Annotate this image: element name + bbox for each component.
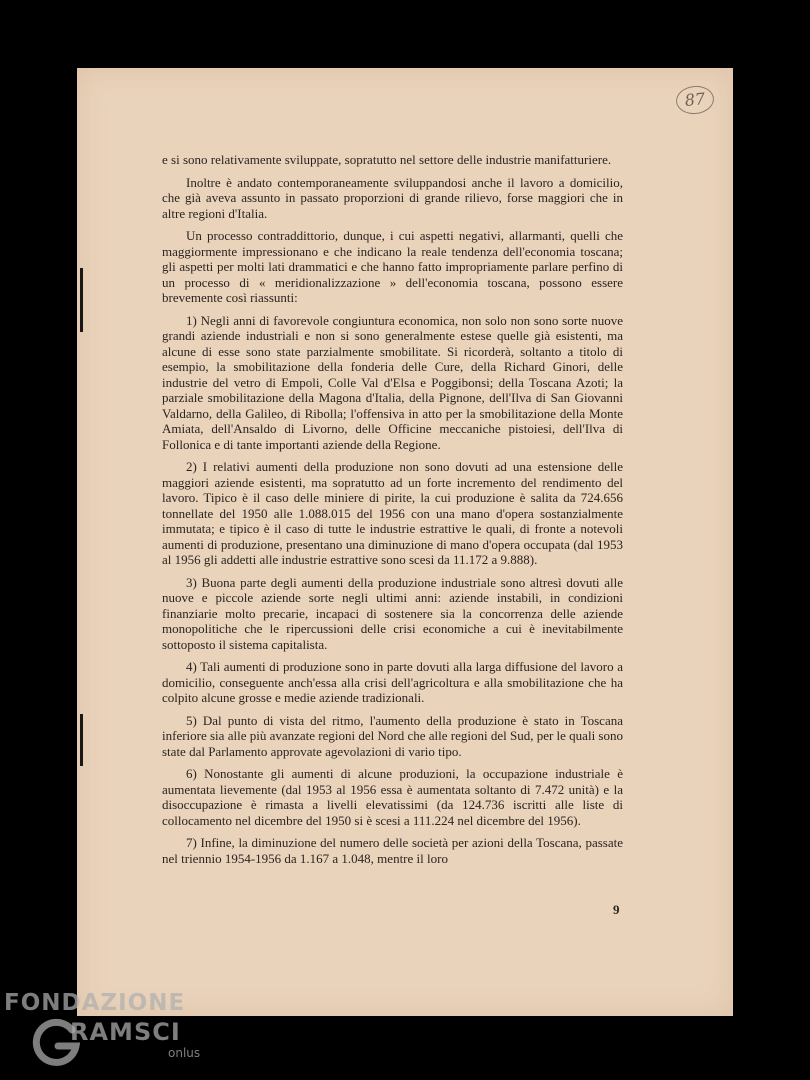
- watermark-suffix: onlus: [168, 1046, 201, 1060]
- paragraph-processo: Un processo contraddittorio, dunque, i cui aspetti negativi, allarmanti, quelli che maggiormente impressionano e che indicano la reale tendenza dell'economia toscana; gli aspetti per molti lati drammatici e che hanno fatto impropriamente parlare perfino di un processo di « meridionalizzazione » dell'economia toscana, possono essere brevemente così riassunti:: [162, 228, 623, 305]
- paragraph-point-7: 7) Infine, la diminuzione del numero delle società per azioni della Toscana, passate nel triennio 1954-1956 da 1.167 a 1.048, mentre il loro: [162, 835, 623, 866]
- paragraph-point-1: 1) Negli anni di favorevole congiuntura economica, non solo non sono sorte nuove grandi aziende industriali e non si sono generalmente estese quelle già esistenti, ma alcune di esse sono state parzialmente smobilitate. Si ricorderà, soltanto a titolo di esempio, la smobilitazione della fonderia delle Cure, della Richard Ginori, delle industrie del vetro di Empoli, Colle Val d'Elsa e Poggibonsi; della Toscana Azoti; la parziale smobilitazione della Magona d'Italia, della Pignone, dell'Ilva di San Giovanni Valdarno, della Galileo, di Ribolla; l'offensiva in atto per la smobilitazione della Monte Amiata, dell'Ansaldo di Livorno, delle Officine meccaniche pistoiesi, dell'Ilva di Follonica e di tante importanti aziende della Regione.: [162, 312, 623, 452]
- watermark-line-1: FONDAZIONE: [4, 990, 186, 1016]
- paragraph-point-5: 5) Dal punto di vista del ritmo, l'aumento della produzione è stato in Toscana inferiore sia alle più avanzate regioni del Nord che alle regioni del Sud, per le quali sono state dal Parlamento approvate agevolazioni di vario tipo.: [162, 712, 623, 759]
- paragraph-point-3: 3) Buona parte degli aumenti della produzione industriale sono altresì dovuti alle nuove e piccole aziende sorte negli ultimi anni: aziende instabili, in condizioni finanziarie molto precarie, incapaci di sostenere sia la concorrenza delle aziende monopolitiche che le ripercussioni delle crisi economiche a cui è inevitabilmente sottoposto il sistema capitalista.: [162, 574, 623, 652]
- document-body: [162, 152, 623, 873]
- paragraph-lavoro-domicilio: Inoltre è andato contemporaneamente sviluppandosi anche il lavoro a domicilio, che già aveva assunto in passato proporzioni di grande rilievo, forse maggiori che in altre regioni d'Italia.: [162, 174, 623, 221]
- paragraph-continuation: e si sono relativamente sviluppate, sopratutto nel settore delle industrie manifatturiere.: [162, 152, 612, 167]
- page-number: 9: [613, 902, 620, 917]
- archive-number-stamp: 87: [675, 84, 716, 116]
- margin-mark: [80, 268, 83, 332]
- paragraph-point-4: 4) Tali aumenti di produzione sono in parte dovuti alla larga diffusione del lavoro a domicilio, conseguente anch'essa alla crisi dell'agricoltura e alla smobilitazione che ha colpito alcune grosse e medie aziende tradizionali.: [162, 659, 623, 705]
- archive-watermark: [4, 990, 214, 1070]
- watermark-line-2: RAMSCI: [70, 1018, 181, 1046]
- margin-mark: [80, 714, 83, 766]
- paragraph-point-6: 6) Nonostante gli aumenti di alcune produzioni, la occupazione industriale è aumentata lievemente (dal 1953 al 1956 essa è aumentata soltanto di 7.472 unità) e la disoccupazione è rimasta a livelli elevatissimi (da 124.736 iscritti alle liste di collocamento nel dicembre del 1950 si è scesi a 111.224 nel dicembre del 1956).: [162, 766, 623, 828]
- paragraph-point-2: 2) I relativi aumenti della produzione non sono dovuti ad una estensione delle maggiori aziende esistenti, ma sopratutto ad un forte incremento del rendimento del lavoro. Tipico è il caso delle miniere di pirite, la cui produzione è salita da 724.656 tonnellate del 1950 alle 1.088.015 del 1956 con una mano d'opera sostanzialmente immutata; e tipico è il caso di tutte le industrie estrattive le quali, di fronte a notevoli aumenti di produzione, presentano una diminuzione di mano d'opera occupata (dal 1953 al 1956 gli addetti alle industrie estrattive sono scesi da 11.172 a 9.888).: [162, 459, 623, 567]
